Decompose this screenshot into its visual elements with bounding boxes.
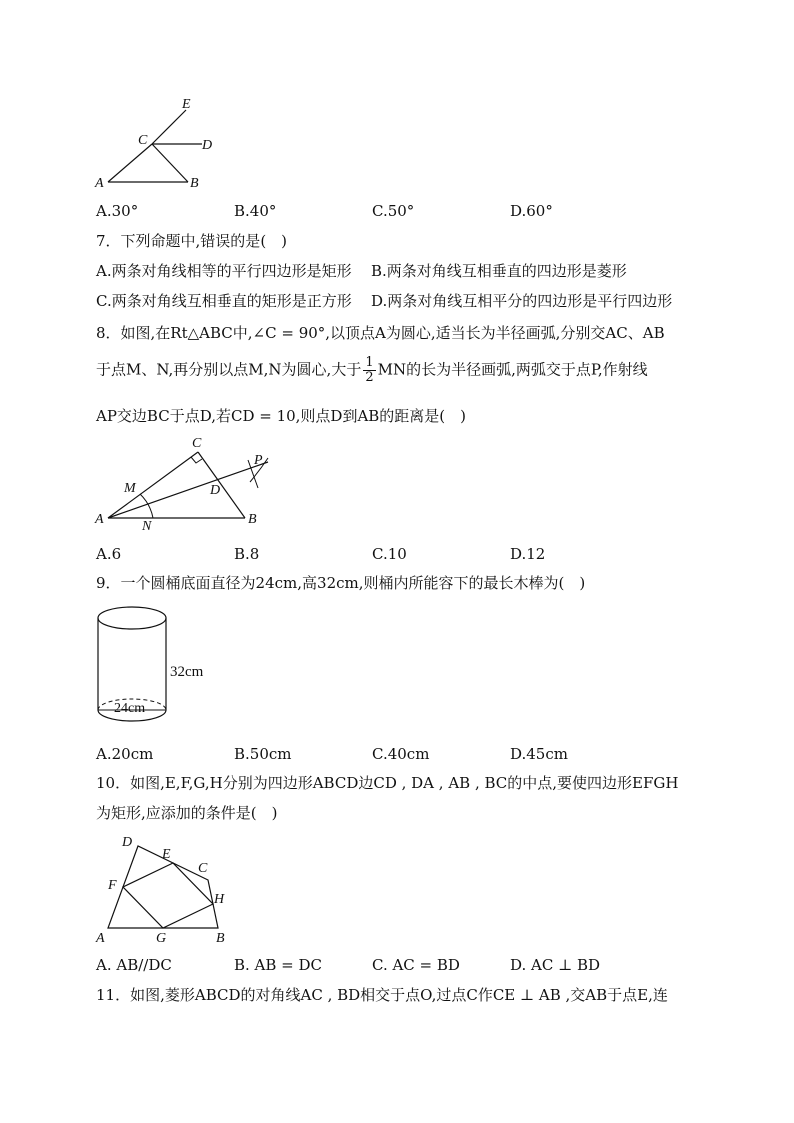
q8-line-3: AP交边BC于点D,若CD = 10,则点D到AB的距离是( ): [96, 407, 467, 425]
q8-option-c: C.10: [372, 545, 407, 563]
q10-label-H: H: [214, 892, 225, 907]
q10-label-D: D: [122, 835, 133, 850]
q8-frac-den: 2: [365, 370, 374, 385]
q8-label-A: A: [95, 512, 104, 527]
q8-label-D: D: [210, 483, 221, 498]
q9-label-height: 32cm: [170, 664, 204, 680]
q9-label-diameter: 24cm: [114, 701, 146, 716]
q6-option-c: C.50°: [372, 202, 415, 220]
q9-option-d: D.45cm: [510, 745, 568, 763]
q8-line-1: 8．如图,在Rt△ABC中,∠C = 90°,以顶点A为圆心,适当长为半径画弧,分别交AC、AB: [96, 324, 665, 342]
q8-fraction: [363, 356, 375, 385]
q7-option-c: C.两条对角线互相垂直的矩形是正方形: [96, 292, 352, 310]
q10-label-E: E: [162, 847, 171, 862]
q10-label-C: C: [198, 861, 208, 876]
q6-option-a: A.30°: [96, 202, 139, 220]
q10-line-1: 10．如图,E,F,G,H分别为四边形ABCD边CD , DA , AB , BC的中点,要使四边形EFGH: [96, 774, 679, 792]
q10-label-F: F: [108, 878, 117, 893]
q8-option-b: B.8: [234, 545, 260, 563]
q10-label-G: G: [156, 931, 167, 946]
q7-option-a: A.两条对角线相等的平行四边形是矩形: [96, 262, 352, 280]
q9-option-c: C.40cm: [372, 745, 430, 763]
q10-option-d: D. AC ⊥ BD: [510, 956, 601, 974]
q6-label-D: D: [202, 138, 213, 153]
q6-label-A: A: [95, 176, 104, 191]
q10-label-B: B: [216, 931, 225, 946]
q8-line-2-post: MN的长为半径画弧,两弧交于点P,作射线: [377, 360, 648, 379]
q6-figure: [90, 92, 230, 197]
q8-line-2-pre: 于点M、N,再分别以点M,N为圆心,大于: [96, 360, 362, 379]
q8-option-a: A.6: [96, 545, 122, 563]
q8-label-B: B: [248, 512, 257, 527]
q8-frac-num: 1: [365, 355, 374, 370]
q8-line-2: [96, 356, 648, 385]
q8-option-d: D.12: [510, 545, 546, 563]
q10-line-2: 为矩形,应添加的条件是( ): [96, 804, 278, 822]
q8-label-P: P: [254, 453, 263, 468]
q8-label-N: N: [142, 519, 152, 534]
q6-label-B: B: [190, 176, 199, 191]
q7-option-d: D.两条对角线互相平分的四边形是平行四边形: [371, 292, 673, 310]
q8-label-M: M: [124, 481, 136, 496]
q10-figure: [90, 830, 250, 950]
q10-option-b: B. AB = DC: [234, 956, 323, 974]
q9-option-b: B.50cm: [234, 745, 292, 763]
q6-option-b: B.40°: [234, 202, 277, 220]
q8-figure: [90, 432, 280, 537]
q8-label-C: C: [192, 436, 202, 451]
q10-option-a: A. AB//DC: [96, 956, 172, 974]
q6-label-C: C: [138, 133, 148, 148]
q11-line-1: 11．如图,菱形ABCD的对角线AC , BD相交于点O,过点C作CE ⊥ AB ,交AB于点E,连: [96, 986, 668, 1004]
q10-option-c: C. AC = BD: [372, 956, 460, 974]
q9-option-a: A.20cm: [96, 745, 154, 763]
q7-option-b: B.两条对角线互相垂直的四边形是菱形: [371, 262, 627, 280]
q9-stem: 9．一个圆桶底面直径为24cm,高32cm,则桶内所能容下的最长木棒为( ): [96, 574, 586, 592]
q6-option-d: D.60°: [510, 202, 553, 220]
q7-stem: 7．下列命题中,错误的是( ): [96, 232, 288, 250]
q6-label-E: E: [182, 97, 191, 112]
q9-cylinder-figure: [92, 600, 222, 735]
q10-label-A: A: [96, 931, 105, 946]
